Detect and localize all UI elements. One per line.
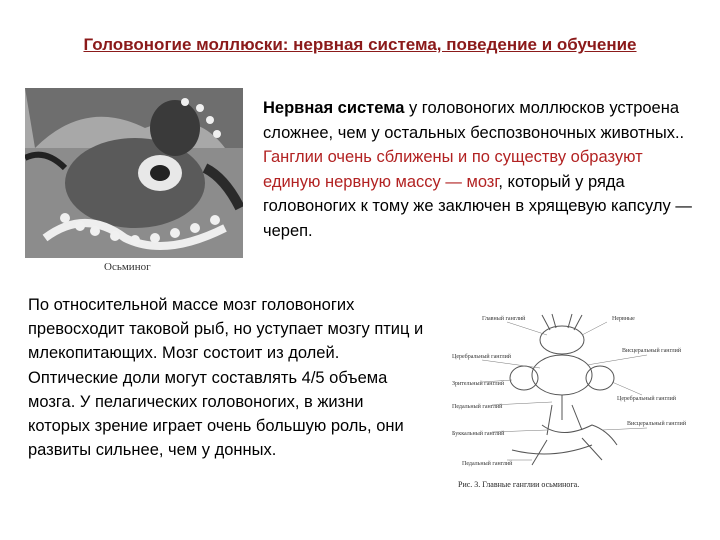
label-1: Нервные xyxy=(612,316,635,322)
body-paragraph: По относительной массе мозг головоногих превосходит таковой рыб, но уступает мозгу птиц и млекопитающих. Мозг состоит из долей. Оптические доли могут составлять 4/5 объема мозга. У пелагических головоногих, в жизни которых зрение играет очень большую роль, они развиты сильнее, чем у донных. xyxy=(28,296,424,460)
diagram-caption: Рис. 3. Главные ганглии осьминога. xyxy=(458,480,580,489)
intro-part1: у головоногих моллюсков устроена сложнее, чем у остальных беспозвоночных животных.. xyxy=(263,99,685,142)
intro-part2: , который у ряда головоногих к тому же заключен в хрящевую капсулу — череп. xyxy=(263,172,692,240)
slide-title: Головоногие моллюски: нервная система, поведение и обучение xyxy=(83,35,637,54)
label-8: Висцеральный ганглий xyxy=(627,421,687,427)
octopus-photo xyxy=(25,88,243,258)
label-5: Церебральный ганглий xyxy=(617,396,677,402)
intro-red-part: Ганглии очень сближены и по существу образуют единую нервную массу — мозг xyxy=(263,148,643,191)
label-2: Церебральный ганглий xyxy=(452,354,512,360)
label-0: Главный ганглий xyxy=(482,316,526,322)
label-3: Зрительный ганглий xyxy=(452,381,505,387)
intro-paragraph xyxy=(263,96,703,243)
photo-caption: Осьминог xyxy=(104,261,151,273)
intro-term: Нервная система xyxy=(263,99,405,117)
label-9: Педальный ганглий xyxy=(462,461,513,467)
label-7: Буккальный ганглий xyxy=(452,431,505,437)
ganglia-diagram xyxy=(452,310,714,490)
label-6: Педальный ганглий xyxy=(452,404,503,410)
label-4: Висцеральный ганглий xyxy=(622,348,682,354)
